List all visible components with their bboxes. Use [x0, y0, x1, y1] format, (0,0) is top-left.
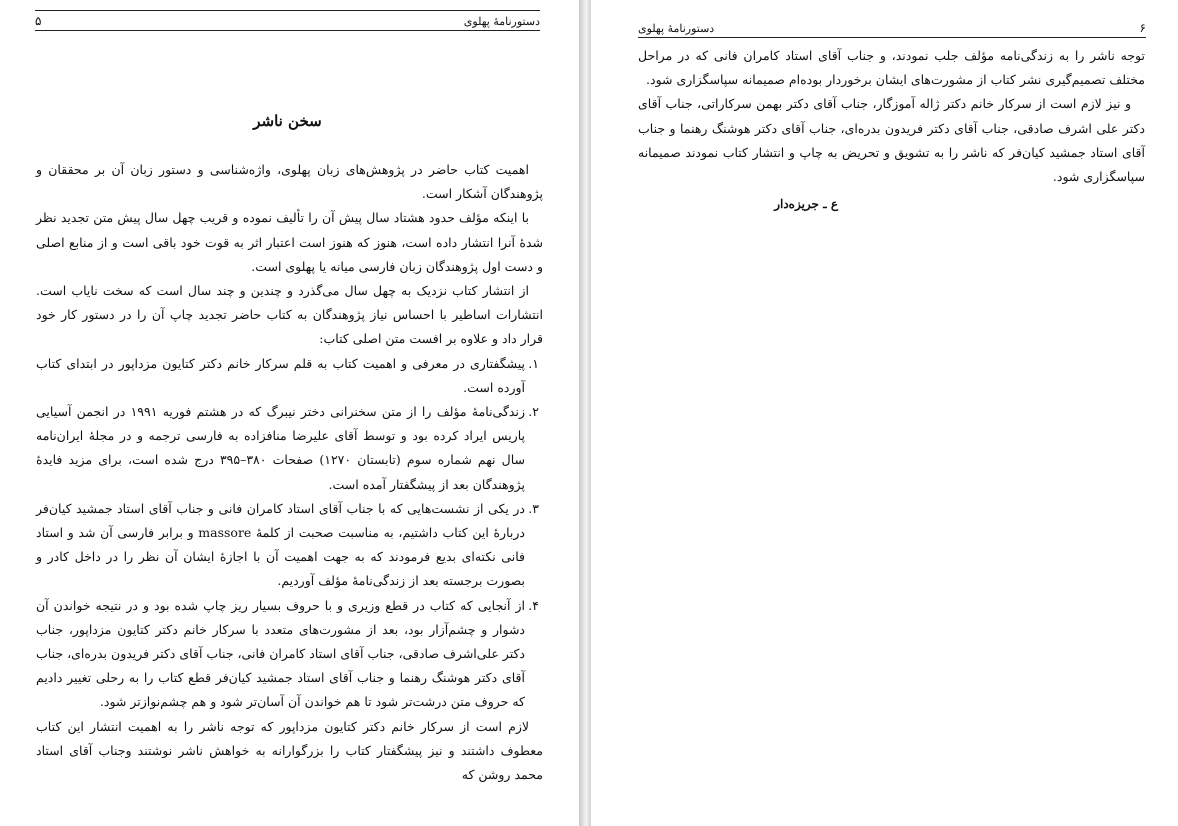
page-number: ۶ — [1139, 21, 1146, 35]
list-item-number: ۲. — [528, 404, 539, 420]
signature: ع ـ جریزه‌دار — [774, 197, 838, 211]
list-item — [36, 352, 543, 400]
list-item-text: در یکی از نشست‌هایی که با جناب آقای استاد کامران فانی و جناب آقای استاد جمشید کیان‌فر دربارهٔ این کتاب داشتیم، به مناسبت صحبت از کلمهٔ massore و برابر فارسی آن شد و استاد فانی نکته‌ای بدیع فرمودند که به جهت اهمیت آن با اجازهٔ ایشان آن نظر را در داخل کادر و بصورت برجسته بعد از زندگی‌نامهٔ مؤلف آوردیم. — [36, 500, 525, 589]
page-body — [638, 44, 1145, 189]
book-gutter — [579, 0, 591, 826]
header-rule — [35, 10, 540, 11]
paragraph: از انتشار کتاب نزدیک به چهل سال می‌گذرد و چندین و چند سال است که سخت نایاب است. انتشارات اساطیر با احساس نیاز پژوهندگان به کتاب حاضر تجدید چاپ آن را در دستور کار خود قرار داد و علاوه بر افست متن اصلی کتاب: — [36, 283, 543, 347]
paragraph: با اینکه مؤلف حدود هشتاد سال پیش آن را تألیف نموده و قریب چهل سال پیش متن تجدید نظر شدهٔ آنرا انتشار داده است، هنوز که هنوز است اعتبار اثر به قوت خود باقی است و از منابع اصلی و دست اول پژوهندگان زبان فارسی میانه یا پهلوی است. — [36, 210, 543, 274]
paragraph: توجه ناشر را به زندگی‌نامه مؤلف جلب نمودند، و جناب آقای استاد کامران فانی که در مراحل مختلف تصمیم‌گیری نشر کتاب از مشورت‌های ایشان برخوردار بوده‌ام صمیمانه سپاسگزاری شود. — [638, 48, 1145, 88]
list-item — [36, 594, 543, 715]
list-item-text: زندگی‌نامهٔ مؤلف را از متن سخنرانی دختر نیبرگ که در هشتم فوریه ۱۹۹۱ در انجمن آسیایی پاریس ایراد کرده بود و توسط آقای علیرضا منافزاده به فارسی ترجمه و در مجلهٔ ایران‌نامه سال نهم شماره سوم (تابستان ۱۲۷۰) صفحات ۳۸۰–۳۹۵ درج شده است، برای مزید فایدهٔ پژوهندگان بعد از پیشگفتار آمده است. — [36, 404, 525, 492]
paragraph: و نیز لازم است از سرکار خانم دکتر ژاله آموزگار، جناب آقای دکتر بهمن سرکاراتی، جناب آقای دکتر علی اشرف صادقی، جناب آقای دکتر فریدون بدره‌ای، جناب آقای دکتر هوشنگ رهنما و جناب آقای استاد جمشید کیان‌فر که ناشر را به تشویق و تحریض به چاپ و انتشار کتاب نمودند صمیمانه سپاسگزاری شود. — [638, 96, 1145, 185]
right-page — [0, 0, 579, 826]
page-header — [35, 10, 540, 31]
list-item — [36, 400, 543, 497]
list-item-text: از آنجایی که کتاب در قطع وزیری و با حروف بسیار ریز چاپ شده بود و در نتیجه خواندن آن دشوار و چشم‌آزار بود، بعد از مشورت‌های متعدد با سرکار خانم دکتر کتایون مزداپور، جناب دکتر علی‌اشرف صادقی، جناب آقای استاد کامران فانی، جناب آقای دکتر فریدون بدره‌ای، جناب آقای دکتر هوشنگ رهنما و جناب آقای استاد جمشید کیان‌فر قطع کتاب را به رحلی تغییر دادیم که حروف متن درشت‌تر شود تا هم خواندن آن آسان‌تر شود و هم چشم‌نوازتر شود. — [36, 597, 525, 710]
running-title: دستورنامهٔ پهلوی — [638, 22, 715, 35]
paragraph: اهمیت کتاب حاضر در پژوهش‌های زبان پهلوی، واژه‌شناسی و دستور زبان آن بر محققان و پژوهندگان آشکار است. — [36, 162, 543, 202]
left-page — [591, 0, 1178, 826]
paragraph: لازم است از سرکار خانم دکتر کتایون مزداپور که توجه ناشر را به اهمیت انتشار این کتاب معطوف داشتند و نیز پیشگفتار کتاب را بزرگوارانه به خواهش ناشر نوشتند وجناب آقای استاد محمد روشن که — [36, 718, 543, 783]
list-item — [36, 497, 543, 594]
page-number: ۵ — [35, 14, 42, 28]
page-header — [638, 17, 1146, 38]
section-heading: سخن ناشر — [253, 112, 322, 130]
list-item-number: ۴. — [528, 597, 539, 613]
list-item-number: ۱. — [528, 355, 539, 371]
running-title: دستورنامهٔ پهلوی — [463, 15, 540, 28]
page-body — [36, 158, 543, 787]
list-item-number: ۳. — [528, 500, 539, 516]
list-item-text: پیشگفتاری در معرفی و اهمیت کتاب به قلم سرکار خانم دکتر کتایون مزداپور در ابتدای کتاب آورده است. — [36, 355, 525, 395]
